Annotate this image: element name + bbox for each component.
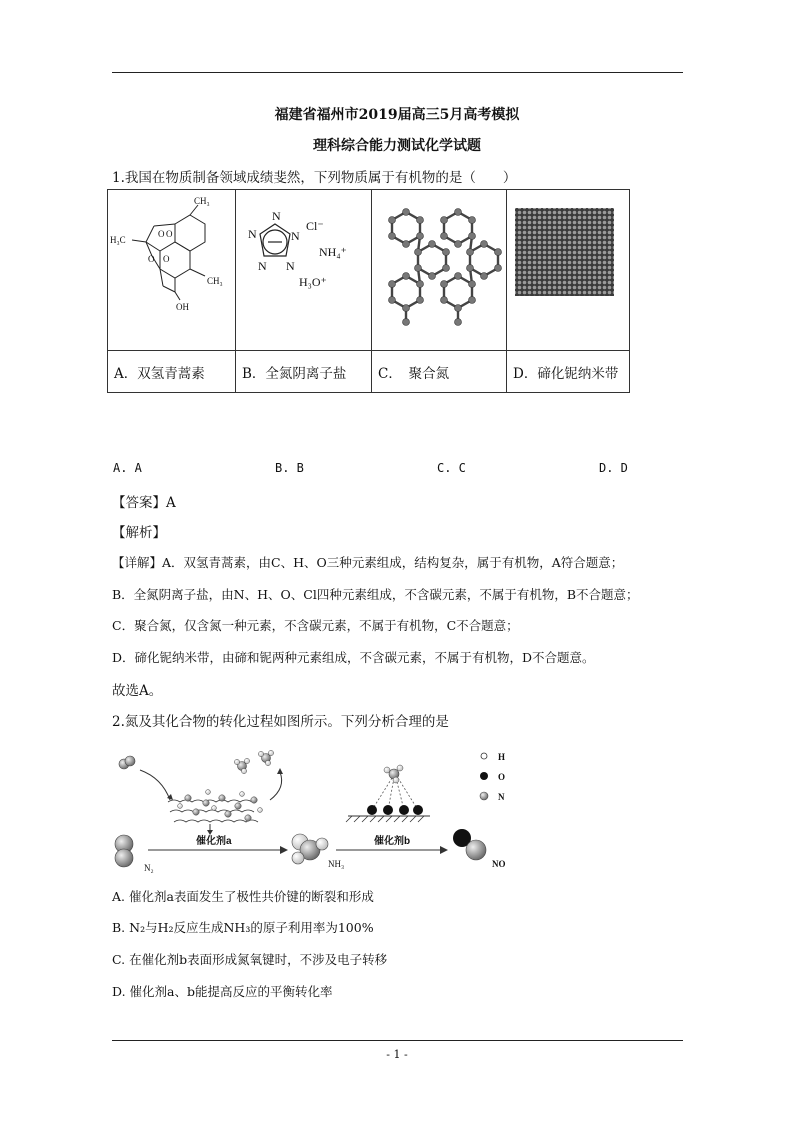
label-catalyst-b: 催化剂b (374, 836, 411, 847)
choice-d: D. D (599, 461, 628, 475)
legend-h: H (498, 752, 506, 762)
table-label-d: D．碲化铌纳米带 (507, 351, 630, 393)
struct-a-o2: O (166, 229, 173, 239)
struct-a-o4: O (163, 254, 170, 264)
q1-stem: 1.我国在物质制备领域成绩斐然，下列物质属于有机物的是（ ） (112, 170, 517, 186)
q2-option-a: A. 催化剂a表面发生了极性共价键的断裂和形成 (112, 889, 374, 904)
table-label-b: B．全氮阴离子盐 (236, 351, 372, 393)
struct-b-n4: N (258, 259, 267, 273)
nitrogen-conversion-figure (110, 740, 530, 879)
q2-option-b: B. N₂与H₂反应生成NH₃的原子利用率为100% (112, 920, 374, 935)
choice-c: C. C (437, 461, 466, 475)
nbte-nanoribbon-image (507, 190, 630, 351)
struct-a-h3c: H₃C (110, 235, 126, 245)
footer-rule (112, 1040, 683, 1041)
q1-detail-d: D．碲化铌纳米带，由碲和铌两种元素组成，不含碳元素，不属于有机物，D不合题意。 (112, 650, 595, 665)
choice-a: A. A (113, 461, 142, 475)
dihydroartemisinin-structure (108, 190, 236, 351)
doc-title-line2: 理科综合能力测试化学试题 (313, 138, 481, 154)
struct-a-ch3-right: CH₃ (207, 276, 223, 286)
struct-b-n3: N (286, 259, 295, 273)
legend-n: N (498, 792, 505, 802)
header-rule (112, 72, 683, 73)
q1-answer: 【答案】A (112, 495, 176, 511)
q1-detail-b: B．全氮阴离子盐，由N、H、O、Cl四种元素组成，不含碳元素，不属于有机物，B不合题意； (112, 587, 639, 602)
struct-b-n1: N (272, 209, 281, 223)
pentazolate-salt-structure (236, 190, 372, 351)
q2-stem: 2.氮及其化合物的转化过程如图所示。下列分析合理的是 (112, 714, 449, 730)
q1-analysis-head: 【解析】 (112, 525, 166, 541)
struct-a-o1: O (158, 229, 165, 239)
label-catalyst-a: 催化剂a (196, 836, 232, 847)
label-no: NO (492, 859, 506, 869)
struct-a-oh: OH (176, 302, 189, 312)
label-n2: N₂ (144, 863, 154, 873)
q2-option-d: D. 催化剂a、b能提高反应的平衡转化率 (112, 984, 333, 999)
struct-b-n5: N (248, 227, 257, 241)
polymeric-nitrogen-structure (372, 190, 507, 351)
doc-title-line1: 福建省福州市2019届高三5月高考模拟 (274, 107, 520, 123)
legend-o: O (498, 772, 506, 782)
q2-option-c: C. 在催化剂b表面形成氮氧键时，不涉及电子转移 (112, 952, 388, 967)
table-label-c: C． 聚合氮 (372, 351, 507, 393)
q1-options-table (107, 189, 630, 393)
table-label-a: A．双氢青蒿素 (108, 351, 236, 393)
struct-a-ch3-top: CH₃ (194, 196, 210, 206)
q1-detail-a: 【详解】A．双氢青蒿素，由C、H、O三种元素组成，结构复杂，属于有机物，A符合题意； (112, 555, 624, 570)
q1-conclusion: 故选A。 (112, 683, 163, 699)
struct-b-cl: Cl⁻ (306, 219, 324, 233)
struct-b-h3o: H₃O⁺ (299, 275, 327, 289)
q1-detail-c: C．聚合氮，仅含氮一种元素，不含碳元素，不属于有机物，C不合题意； (112, 618, 519, 633)
struct-b-nh4: NH₄⁺ (319, 245, 347, 259)
choice-b: B. B (275, 461, 304, 475)
label-nh3: NH₃ (328, 859, 345, 869)
page-number: - 1 - (386, 1048, 408, 1061)
struct-a-o3: O (148, 254, 155, 264)
struct-b-n2: N (291, 229, 300, 243)
